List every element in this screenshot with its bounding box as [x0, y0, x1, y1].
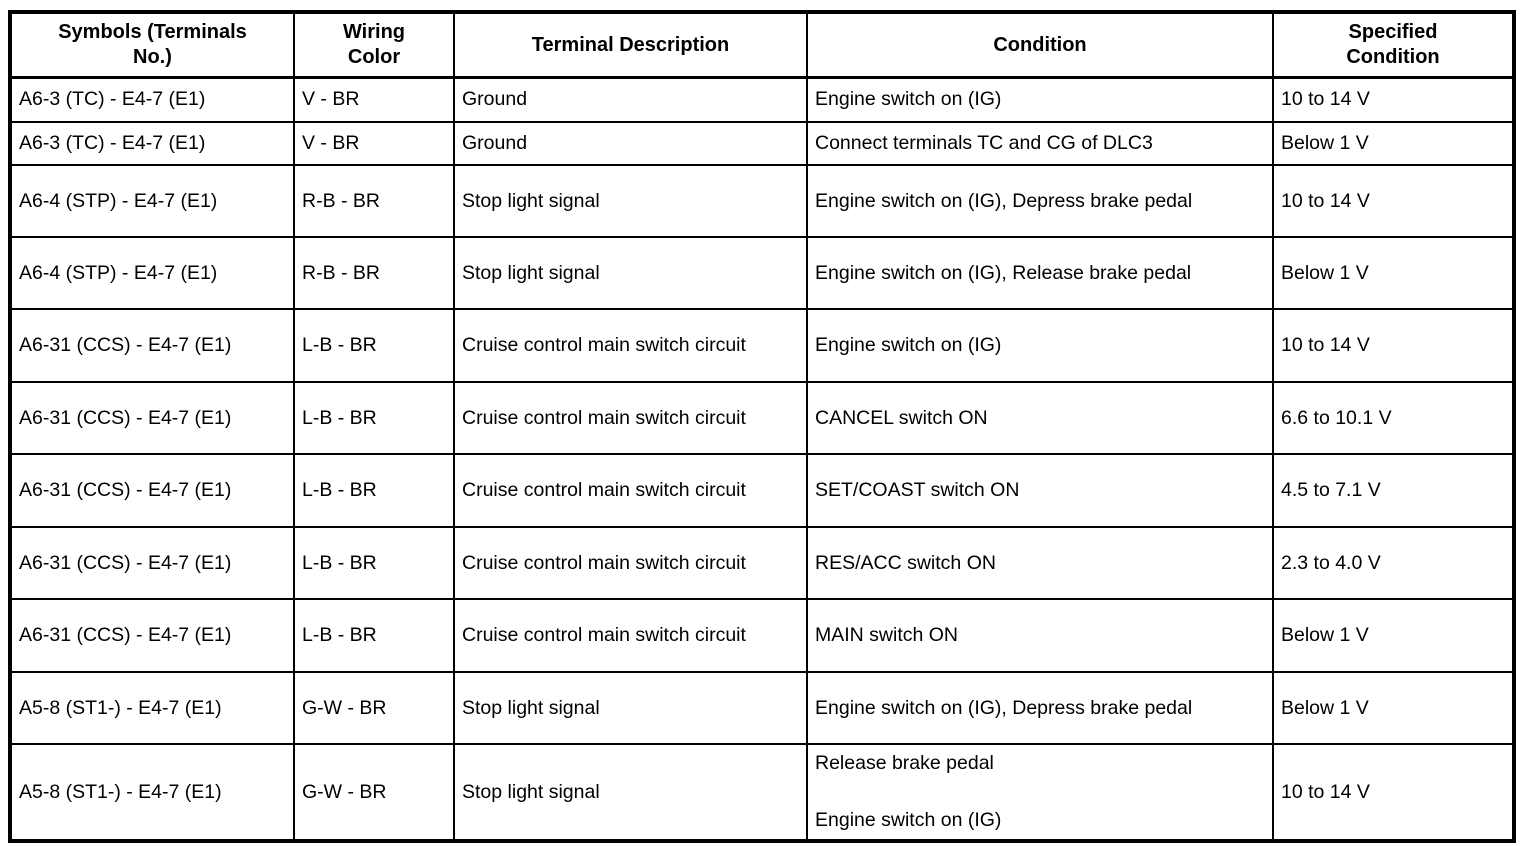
cell-condition — [807, 382, 1273, 454]
cell-terminal-description — [454, 165, 807, 237]
cell-symbols — [10, 77, 294, 122]
cell-specified-condition — [1273, 77, 1514, 122]
cell-specified-condition — [1273, 122, 1514, 165]
cell-wiring-color — [294, 599, 454, 672]
table-row — [10, 122, 1514, 165]
cell-text: RES/ACC switch ON — [815, 551, 996, 574]
cell-text: Engine switch on (IG) — [815, 334, 1002, 357]
cell-text: Below 1 V — [1281, 696, 1369, 719]
cell-terminal-description — [454, 454, 807, 527]
cell-text: A6-31 (CCS) - E4-7 (E1) — [19, 334, 232, 357]
cell-text: L-B - BR — [302, 479, 377, 502]
cell-terminal-description — [454, 382, 807, 454]
cell-condition — [807, 309, 1273, 382]
cell-specified-condition — [1273, 744, 1514, 841]
cell-symbols — [10, 122, 294, 165]
column-header-label: Condition — [993, 33, 1087, 56]
cell-symbols — [10, 527, 294, 599]
cell-specified-condition — [1273, 382, 1514, 454]
table-row — [10, 454, 1514, 527]
cell-wiring-color — [294, 237, 454, 309]
table-row — [10, 382, 1514, 454]
column-header-wiring-color — [294, 12, 454, 77]
cell-text: 2.3 to 4.0 V — [1281, 551, 1381, 574]
cell-specified-condition — [1273, 454, 1514, 527]
cell-text: Cruise control main switch circuit — [462, 624, 746, 647]
cell-text: Cruise control main switch circuit — [462, 479, 746, 502]
cell-specified-condition — [1273, 672, 1514, 744]
cell-wiring-color — [294, 309, 454, 382]
cell-text: Engine switch on (IG), Depress brake pedal — [815, 696, 1193, 719]
cell-terminal-description — [454, 237, 807, 309]
cell-text: G-W - BR — [302, 696, 387, 719]
cell-terminal-description — [454, 599, 807, 672]
cell-text: Engine switch on (IG), Release brake pedal — [815, 261, 1192, 284]
cell-condition — [807, 237, 1273, 309]
table-row — [10, 672, 1514, 744]
column-header-specified-condition — [1273, 12, 1514, 77]
cell-specified-condition — [1273, 309, 1514, 382]
column-header-symbols — [10, 12, 294, 77]
terminal-spec-table — [8, 10, 1516, 843]
cell-text: L-B - BR — [302, 334, 377, 357]
cell-text: A6-31 (CCS) - E4-7 (E1) — [19, 624, 232, 647]
cell-wiring-color — [294, 122, 454, 165]
cell-text: R-B - BR — [302, 189, 380, 212]
cell-text: CANCEL switch ON — [815, 406, 988, 429]
cell-text: A6-31 (CCS) - E4-7 (E1) — [19, 406, 232, 429]
cell-text: Ground — [462, 132, 528, 155]
cell-condition — [807, 672, 1273, 744]
table-row — [10, 165, 1514, 237]
cell-condition — [807, 122, 1273, 165]
column-header-label: Wiring Color — [342, 21, 406, 68]
table-row — [10, 744, 1514, 841]
cell-condition — [807, 599, 1273, 672]
cell-text: L-B - BR — [302, 624, 377, 647]
cell-text: A6-4 (STP) - E4-7 (E1) — [19, 261, 218, 284]
cell-wiring-color — [294, 77, 454, 122]
cell-paragraph: Engine switch on (IG) — [815, 809, 1002, 831]
column-header-condition — [807, 12, 1273, 77]
cell-text: Below 1 V — [1281, 261, 1369, 284]
cell-text: Cruise control main switch circuit — [462, 406, 746, 429]
cell-symbols — [10, 672, 294, 744]
cell-symbols — [10, 744, 294, 841]
cell-text: MAIN switch ON — [815, 624, 959, 647]
cell-text: A6-31 (CCS) - E4-7 (E1) — [19, 551, 232, 574]
table-header-row — [10, 12, 1514, 77]
table-header — [10, 12, 1514, 77]
cell-text: Engine switch on (IG), Depress brake pedal — [815, 189, 1193, 212]
cell-wiring-color — [294, 744, 454, 841]
cell-paragraph: Release brake pedal — [815, 752, 994, 775]
cell-text: SET/COAST switch ON — [815, 479, 1020, 502]
column-header-label: Specified Condition — [1346, 21, 1440, 68]
table-row — [10, 237, 1514, 309]
cell-symbols — [10, 237, 294, 309]
cell-text: L-B - BR — [302, 551, 377, 574]
cell-terminal-description — [454, 744, 807, 841]
cell-condition — [807, 165, 1273, 237]
cell-text: Connect terminals TC and CG of DLC3 — [815, 132, 1153, 155]
cell-specified-condition — [1273, 165, 1514, 237]
cell-text: 10 to 14 V — [1281, 780, 1370, 803]
cell-text: Ground — [462, 88, 528, 111]
cell-terminal-description — [454, 527, 807, 599]
cell-text: Cruise control main switch circuit — [462, 334, 746, 357]
cell-text: G-W - BR — [302, 780, 387, 803]
cell-wiring-color — [294, 165, 454, 237]
cell-text: L-B - BR — [302, 406, 377, 429]
cell-text: Cruise control main switch circuit — [462, 551, 746, 574]
cell-specified-condition — [1273, 237, 1514, 309]
cell-text: Below 1 V — [1281, 624, 1369, 647]
column-header-terminal-description — [454, 12, 807, 77]
cell-text: Stop light signal — [462, 780, 600, 803]
cell-text: 10 to 14 V — [1281, 189, 1370, 212]
cell-terminal-description — [454, 309, 807, 382]
table-row — [10, 527, 1514, 599]
cell-text: A6-4 (STP) - E4-7 (E1) — [19, 189, 218, 212]
cell-condition — [807, 527, 1273, 599]
cell-text: 10 to 14 V — [1281, 334, 1370, 357]
column-header-label: Symbols (Terminals No.) — [58, 21, 247, 68]
cell-text: Stop light signal — [462, 261, 600, 284]
cell-condition — [807, 77, 1273, 122]
table-row — [10, 77, 1514, 122]
cell-symbols — [10, 599, 294, 672]
cell-wiring-color — [294, 527, 454, 599]
cell-wiring-color — [294, 382, 454, 454]
cell-symbols — [10, 382, 294, 454]
cell-terminal-description — [454, 122, 807, 165]
cell-text: A6-3 (TC) - E4-7 (E1) — [19, 132, 206, 155]
cell-text: A5-8 (ST1-) - E4-7 (E1) — [19, 780, 222, 803]
cell-text: R-B - BR — [302, 261, 380, 284]
cell-text: 6.6 to 10.1 V — [1281, 406, 1392, 429]
cell-symbols — [10, 309, 294, 382]
cell-text: A6-3 (TC) - E4-7 (E1) — [19, 88, 206, 111]
cell-text: A6-31 (CCS) - E4-7 (E1) — [19, 479, 232, 502]
cell-specified-condition — [1273, 527, 1514, 599]
cell-text: Stop light signal — [462, 696, 600, 719]
table-body — [10, 77, 1514, 841]
cell-text: Stop light signal — [462, 189, 600, 212]
cell-text: 4.5 to 7.1 V — [1281, 479, 1381, 502]
column-header-label: Terminal Description — [531, 33, 730, 56]
table-row — [10, 599, 1514, 672]
cell-text: 10 to 14 V — [1281, 88, 1370, 111]
cell-condition — [807, 744, 1273, 841]
cell-text: Below 1 V — [1281, 132, 1369, 155]
cell-specified-condition — [1273, 599, 1514, 672]
cell-text: A5-8 (ST1-) - E4-7 (E1) — [19, 696, 222, 719]
cell-terminal-description — [454, 672, 807, 744]
cell-text: V - BR — [302, 132, 360, 155]
cell-text: V - BR — [302, 88, 360, 111]
cell-text: Engine switch on (IG) — [815, 88, 1002, 111]
cell-symbols — [10, 454, 294, 527]
table-row — [10, 309, 1514, 382]
cell-wiring-color — [294, 454, 454, 527]
cell-terminal-description — [454, 77, 807, 122]
cell-symbols — [10, 165, 294, 237]
cell-condition — [807, 454, 1273, 527]
cell-wiring-color — [294, 672, 454, 744]
